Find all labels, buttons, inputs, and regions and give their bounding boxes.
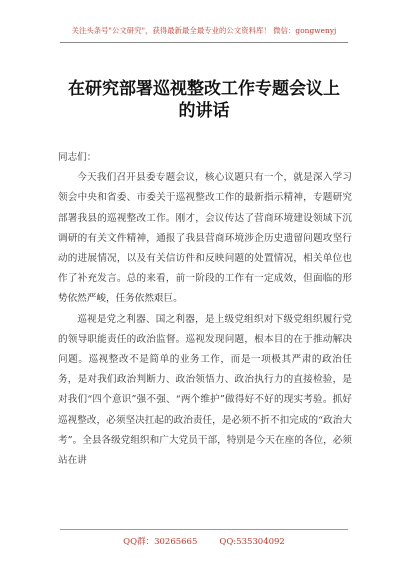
header-divider — [60, 42, 348, 43]
footer-qq-group[interactable]: QQ群：30265665 — [123, 537, 198, 547]
header-banner[interactable]: 关注头条号"公文研究"，获得最新最全最专业的公文资料库！ 微信：gongwenyj — [71, 26, 337, 35]
body-paragraph-2: 巡视是党之利器、国之利器，是上级党组织对下级党组织履行党的领导职能责任的政治监督。巡视发现问题，根本目的在于推动解决问题。巡视整改不是简单的业务工作，而是一项极其严肃的政治任务，是对我们政治判断力、政治领悟力、政治执行力的直接检验，是对我们“四个意识”强不强、“两个维护”做得好不好的现实考验。抓好巡视整改，必须坚决扛起的政治责任，是必须不折不扣完成的“政治大考”。全县各级党组织和广大党员干部，特别是今天在座的各位，必须站在讲 — [58, 313, 352, 467]
salutation: 同志们： — [58, 152, 97, 163]
title-line-1: 在研究部署巡视整改工作专题会议上 — [68, 79, 340, 99]
document-body — [58, 148, 352, 471]
title-line-2: 的讲话 — [178, 101, 230, 121]
footer-qq[interactable]: QQ:535304092 — [219, 537, 285, 547]
body-paragraph-1: 今天我们召开县委专题会议，核心议题只有一个，就是深入学习领会中央和省委、市委关于巡视整改工作的最新指示精神，专题研究部署我县的巡视整改工作。刚才，会议传达了营商环境建设领域下沉调研的有关文件精神，通报了我县营商环境涉企历史遗留问题攻坚行动的进展情况，以及有关信访件和反映问题的处置情况，相关单位也作了补充发言。总的来看，前一阶段的工作有一定成效，但面临的形势依然严峻，任务依然艰巨。 — [58, 172, 352, 305]
document-title — [40, 78, 368, 122]
footer-contact — [0, 535, 408, 547]
footer-divider — [60, 529, 348, 530]
